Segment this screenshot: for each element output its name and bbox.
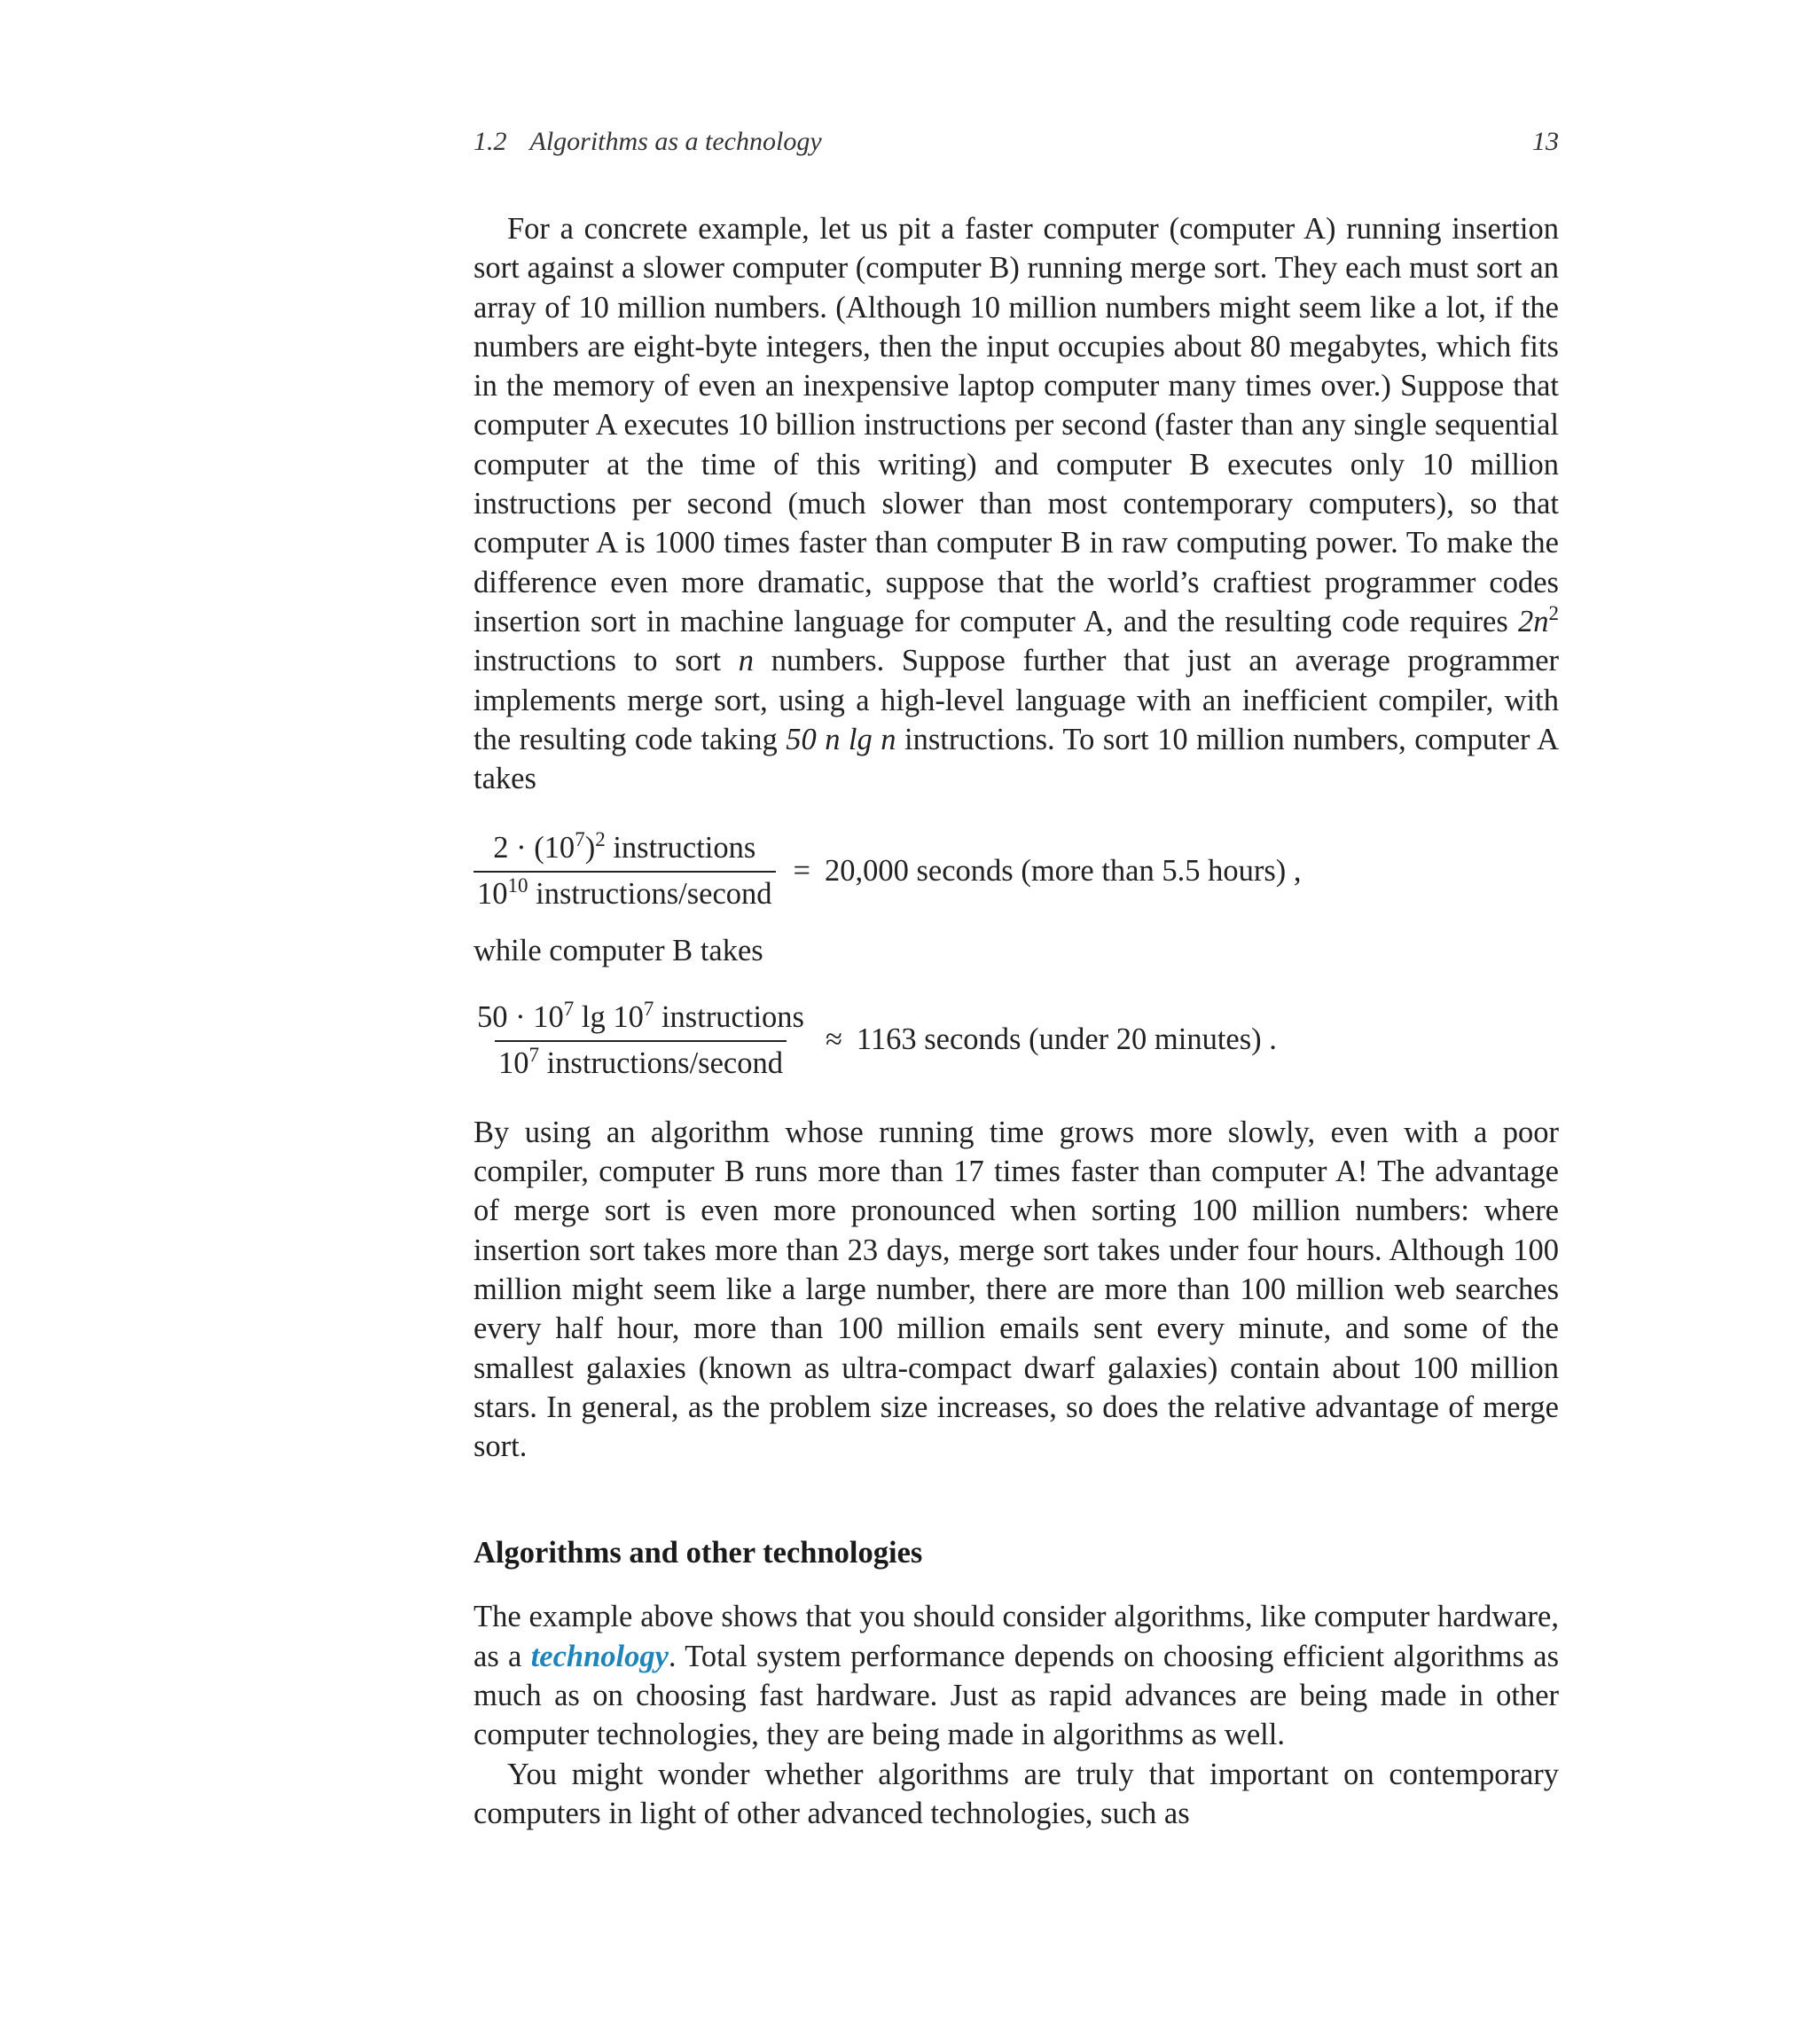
math-n: n	[738, 644, 755, 678]
numerator-part: 50 · 10	[477, 999, 564, 1034]
paragraph-concrete-example	[474, 209, 1559, 798]
math-50nlgn: 50 n lg n	[786, 722, 896, 756]
para1-text-d: instructions. To sort 10 million numbers, computer A takes	[474, 722, 1559, 796]
fraction-denominator	[495, 1040, 787, 1081]
fraction-numerator	[474, 999, 808, 1040]
para1-text-c: numbers. Suppose further that just an average programmer implements merge sort, using a high-level language with an inefficient compiler, with the resulting code taking	[474, 644, 1559, 756]
numerator-part: lg 10	[574, 999, 644, 1034]
denominator-part: 10	[477, 877, 508, 912]
denominator-part: instructions/second	[538, 1045, 783, 1080]
numerator-exponent: 7	[563, 997, 575, 1020]
paragraph-merge-sort-advantage: By using an algorithm whose running time grows more slowly, even with a poor compiler, computer B runs more than 17 times faster than computer A! The advantage of merge sort is even more pronounced when sorting 100 million numbers: where insertion sort takes more than 23 days, merge sort takes under four hours. Although 100 million might seem like a large number, there are more than 100 million web searches every half hour, more than 100 million emails sent every minute, and some of the smallest galaxies (known as ultra-compact dwarf galaxies) contain about 100 million stars. In general, as the problem size increases, so does the relative advantage of merge sort.	[474, 1115, 1559, 1464]
equation-result: 20,000 seconds (more than 5.5 hours) ,	[824, 853, 1302, 888]
running-head	[474, 124, 1559, 160]
denominator-exponent: 7	[528, 1043, 539, 1066]
equals-sign: =	[793, 853, 810, 888]
numerator-part: 2 · (10	[493, 831, 575, 865]
paragraph-while-b: while computer B takes	[474, 934, 763, 968]
fraction	[474, 999, 808, 1081]
numerator-exponent: 7	[575, 828, 585, 851]
para1-text-a: For a concrete example, let us pit a faster computer (computer A) running insertion sort against a slower computer (computer B) running merge sort. They each must sort an array of 10 million numbers. (Although 10 million numbers might seem like a lot, if the numbers are eight-byte integers, then the input occupies about 80 megabytes, which fits in the memory of even an inexpensive laptop computer many times over.) Suppose that computer A executes 10 billion instructions per second (faster than any single sequential computer at the time of this writing) and computer B executes only 10 million instructions per second (much slower than most contemporary computers), so that computer A is 1000 times faster than computer B in raw computing power. To make the difference even more dramatic, suppose that the world’s craftiest programmer codes insertion sort in machine language for computer A, and the resulting code requires	[474, 212, 1559, 638]
approx-sign: ≈	[825, 1022, 842, 1057]
book-page	[474, 124, 1559, 1833]
fraction	[474, 830, 776, 912]
section-number: 1.2	[474, 127, 507, 156]
numerator-part: )	[584, 831, 596, 865]
math-exponent: 2	[1548, 601, 1559, 624]
term-technology: technology	[530, 1639, 669, 1673]
fraction-denominator	[474, 871, 776, 912]
numerator-exponent: 7	[643, 997, 654, 1020]
equation-result: 1163 seconds (under 20 minutes) .	[856, 1022, 1277, 1057]
paragraph-wonder: You might wonder whether algorithms are truly that important on contemporary computers in light of other advanced technologies, such as	[474, 1757, 1559, 1830]
page-number: 13	[1532, 127, 1559, 156]
numerator-part: instructions	[605, 831, 756, 865]
equation-computer-a	[474, 830, 1559, 912]
equation-computer-b	[474, 999, 1559, 1081]
math-2n: 2n	[1518, 604, 1549, 638]
denominator-part: instructions/second	[528, 877, 772, 912]
section-title: Algorithms as a technology	[529, 127, 822, 156]
para3-text-a: The example above shows that you should consider algorithms, like computer hardware, as a	[474, 1600, 1559, 1673]
running-head-left	[474, 124, 845, 160]
para3-text-b: . Total system performance depends on choosing efficient algorithms as much as on choosing fast hardware. Just as rapid advances are being made in other computer technologies, they are being made in algorithms as well.	[474, 1639, 1559, 1752]
section-heading: Algorithms and other technologies	[474, 1536, 923, 1570]
numerator-exponent: 2	[595, 828, 606, 851]
fraction-numerator	[489, 830, 759, 871]
denominator-exponent: 10	[507, 874, 528, 897]
para1-text-b: instructions to sort	[474, 644, 739, 678]
numerator-part: instructions	[654, 999, 804, 1034]
denominator-part: 10	[497, 1045, 529, 1080]
paragraph-technology	[474, 1597, 1559, 1754]
